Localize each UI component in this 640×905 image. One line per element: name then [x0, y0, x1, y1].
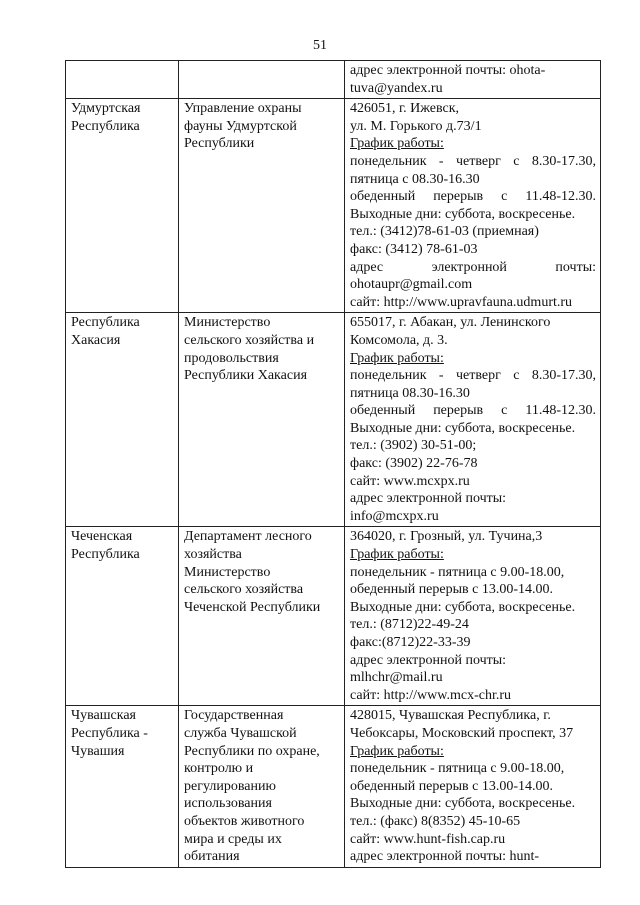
- contacts-cell-line: Чебоксары, Московский проспект, 37: [350, 725, 574, 741]
- region-cell-line: Республика: [71, 547, 140, 563]
- authority-cell: [179, 61, 345, 99]
- contacts-cell-line: Комсомола, д. 3.: [350, 332, 448, 348]
- authorities-table: [65, 60, 601, 868]
- region-cell: [66, 706, 179, 867]
- contacts-cell-line: сайт: http://www.upravfauna.udmurt.ru: [350, 294, 573, 310]
- schedule-heading: График работы:: [350, 743, 444, 759]
- contacts-cell-line: тел.: (факс) 8(8352) 45-10-65: [350, 813, 521, 829]
- authority-cell: [179, 527, 345, 706]
- authority-cell: [179, 706, 345, 867]
- contacts-cell-line: 428015, Чувашская Республика, г.: [350, 708, 551, 724]
- authority-cell-line: мира и среды их: [184, 831, 282, 847]
- contacts-cell-line: адрес электронной почты:: [350, 259, 596, 275]
- contacts-cell: [345, 313, 601, 527]
- contacts-cell-line: факс: (3412) 78-61-03: [350, 241, 478, 257]
- contacts-cell: [345, 706, 601, 867]
- table-row: [66, 61, 601, 99]
- region-cell-line: Чувашская: [71, 708, 136, 724]
- contacts-cell-line: ohotaupr@gmail.com: [350, 277, 473, 293]
- contacts-cell-line: тел.: (3412)78-61-03 (приемная): [350, 224, 539, 240]
- authority-cell-line: регулированию: [184, 778, 276, 794]
- authority-cell-line: использования: [184, 796, 272, 812]
- contacts-cell-line: понедельник - пятница с 9.00-18.00,: [350, 564, 565, 580]
- contacts-cell-line: пятница 08.30-16.30: [350, 385, 470, 401]
- contacts-cell-line: факс:(8712)22-33-39: [350, 635, 471, 650]
- region-cell-line: Чеченская: [71, 529, 133, 545]
- contacts-cell-line: обеденный перерыв с 13.00-14.00.: [350, 778, 553, 794]
- table-body: [66, 61, 601, 868]
- authority-cell-line: объектов животного: [184, 813, 305, 829]
- authority-cell-line: фауны Удмуртской: [184, 118, 297, 134]
- contacts-cell-line: Выходные дни: суббота, воскресенье.: [350, 420, 576, 436]
- authority-cell-line: служба Чувашской: [184, 725, 297, 741]
- schedule-heading: График работы:: [350, 136, 444, 152]
- contacts-cell-line: info@mcxpx.ru: [350, 508, 439, 524]
- region-cell-line: Чувашия: [71, 743, 125, 759]
- contacts-cell-line: тел.: (3902) 30-51-00;: [350, 438, 477, 454]
- table-row: [66, 706, 601, 867]
- contacts-cell-line: [350, 743, 596, 761]
- contacts-cell-line: mlhchr@mail.ru: [350, 670, 443, 686]
- contacts-cell-line: Выходные дни: суббота, воскресенье.: [350, 796, 576, 812]
- authority-cell-line: Министерство: [184, 315, 271, 331]
- authority-cell-line: Департамент лесного: [184, 529, 312, 545]
- authority-cell-line: Чеченской Республики: [184, 599, 321, 615]
- contacts-cell-line: факс: (3902) 22-76-78: [350, 456, 478, 472]
- schedule-heading: График работы:: [350, 547, 444, 563]
- contacts-cell-line: адрес электронной почты: ohota-: [350, 63, 546, 78]
- authority-cell-line: Республики Хакасия: [184, 368, 308, 384]
- contacts-cell-line: Выходные дни: суббота, воскресенье.: [350, 206, 576, 222]
- region-cell: [66, 99, 179, 313]
- region-cell: [66, 61, 179, 99]
- authority-cell-line: сельского хозяйства и: [184, 332, 315, 348]
- schedule-heading: График работы:: [350, 350, 444, 366]
- table-row: [66, 313, 601, 527]
- authority-cell: [179, 313, 345, 527]
- contacts-cell: [345, 61, 601, 99]
- authority-cell-line: Министерство: [184, 564, 271, 580]
- contacts-cell-line: [350, 135, 596, 153]
- authority-cell-line: Республики: [184, 136, 255, 152]
- authority-cell-line: обитания: [184, 849, 240, 865]
- contacts-cell-line: tuva@yandex.ru: [350, 80, 443, 96]
- contacts-cell-line: сайт: www.mcxpx.ru: [350, 473, 470, 489]
- contacts-cell-line: 364020, г. Грозный, ул. Тучина,3: [350, 529, 543, 545]
- authority-cell-line: Республики по охране,: [184, 743, 320, 759]
- table-row: [66, 99, 601, 313]
- contacts-cell-line: обеденный перерыв с 13.00-14.00.: [350, 582, 553, 598]
- contacts-cell: [345, 99, 601, 313]
- contacts-cell-line: [350, 350, 596, 368]
- region-cell-line: Республика: [71, 118, 140, 134]
- contacts-cell-line: понедельник - четверг с 8.30-17.30,: [350, 153, 596, 169]
- region-cell-line: Хакасия: [71, 332, 121, 348]
- contacts-cell-line: сайт: http://www.mcx-chr.ru: [350, 687, 511, 703]
- region-cell: [66, 313, 179, 527]
- contacts-cell: [345, 527, 601, 706]
- contacts-cell-line: Выходные дни: суббота, воскресенье.: [350, 599, 576, 615]
- authority-cell-line: продовольствия: [184, 350, 279, 366]
- contacts-cell-line: адрес электронной почты: hunt-: [350, 849, 540, 865]
- contacts-cell-line: сайт: www.hunt-fish.cap.ru: [350, 831, 506, 847]
- contacts-cell-line: адрес электронной почты:: [350, 491, 507, 507]
- contacts-cell-line: понедельник - пятница с 9.00-18.00,: [350, 761, 565, 777]
- contacts-cell-line: ул. М. Горького д.73/1: [350, 118, 482, 134]
- authority-cell-line: Государственная: [184, 708, 284, 724]
- page-number: 51: [313, 38, 327, 53]
- authority-cell-line: Управление охраны: [184, 101, 302, 117]
- contacts-cell-line: 426051, г. Ижевск,: [350, 101, 460, 117]
- authority-cell-line: хозяйства: [184, 547, 242, 563]
- contacts-cell-line: [350, 546, 596, 564]
- region-cell-line: Республика: [71, 315, 140, 331]
- contacts-cell-line: обеденный перерыв с 11.48-12.30.: [350, 189, 596, 205]
- contacts-cell-line: обеденный перерыв с 11.48-12.30.: [350, 403, 596, 419]
- authority-cell-line: сельского хозяйства: [184, 582, 304, 598]
- contacts-cell-line: 655017, г. Абакан, ул. Ленинского: [350, 315, 551, 331]
- contacts-cell-line: адрес электронной почты:: [350, 652, 507, 668]
- authority-cell: [179, 99, 345, 313]
- authority-cell-line: контролю и: [184, 761, 254, 777]
- region-cell-line: Республика -: [71, 725, 148, 741]
- table-row: [66, 527, 601, 706]
- region-cell: [66, 527, 179, 706]
- contacts-cell-line: тел.: (8712)22-49-24: [350, 617, 469, 633]
- region-cell-line: Удмуртская: [71, 101, 141, 117]
- contacts-cell-line: понедельник - четверг с 8.30-17.30,: [350, 368, 596, 384]
- contacts-cell-line: пятница с 08.30-16.30: [350, 171, 480, 187]
